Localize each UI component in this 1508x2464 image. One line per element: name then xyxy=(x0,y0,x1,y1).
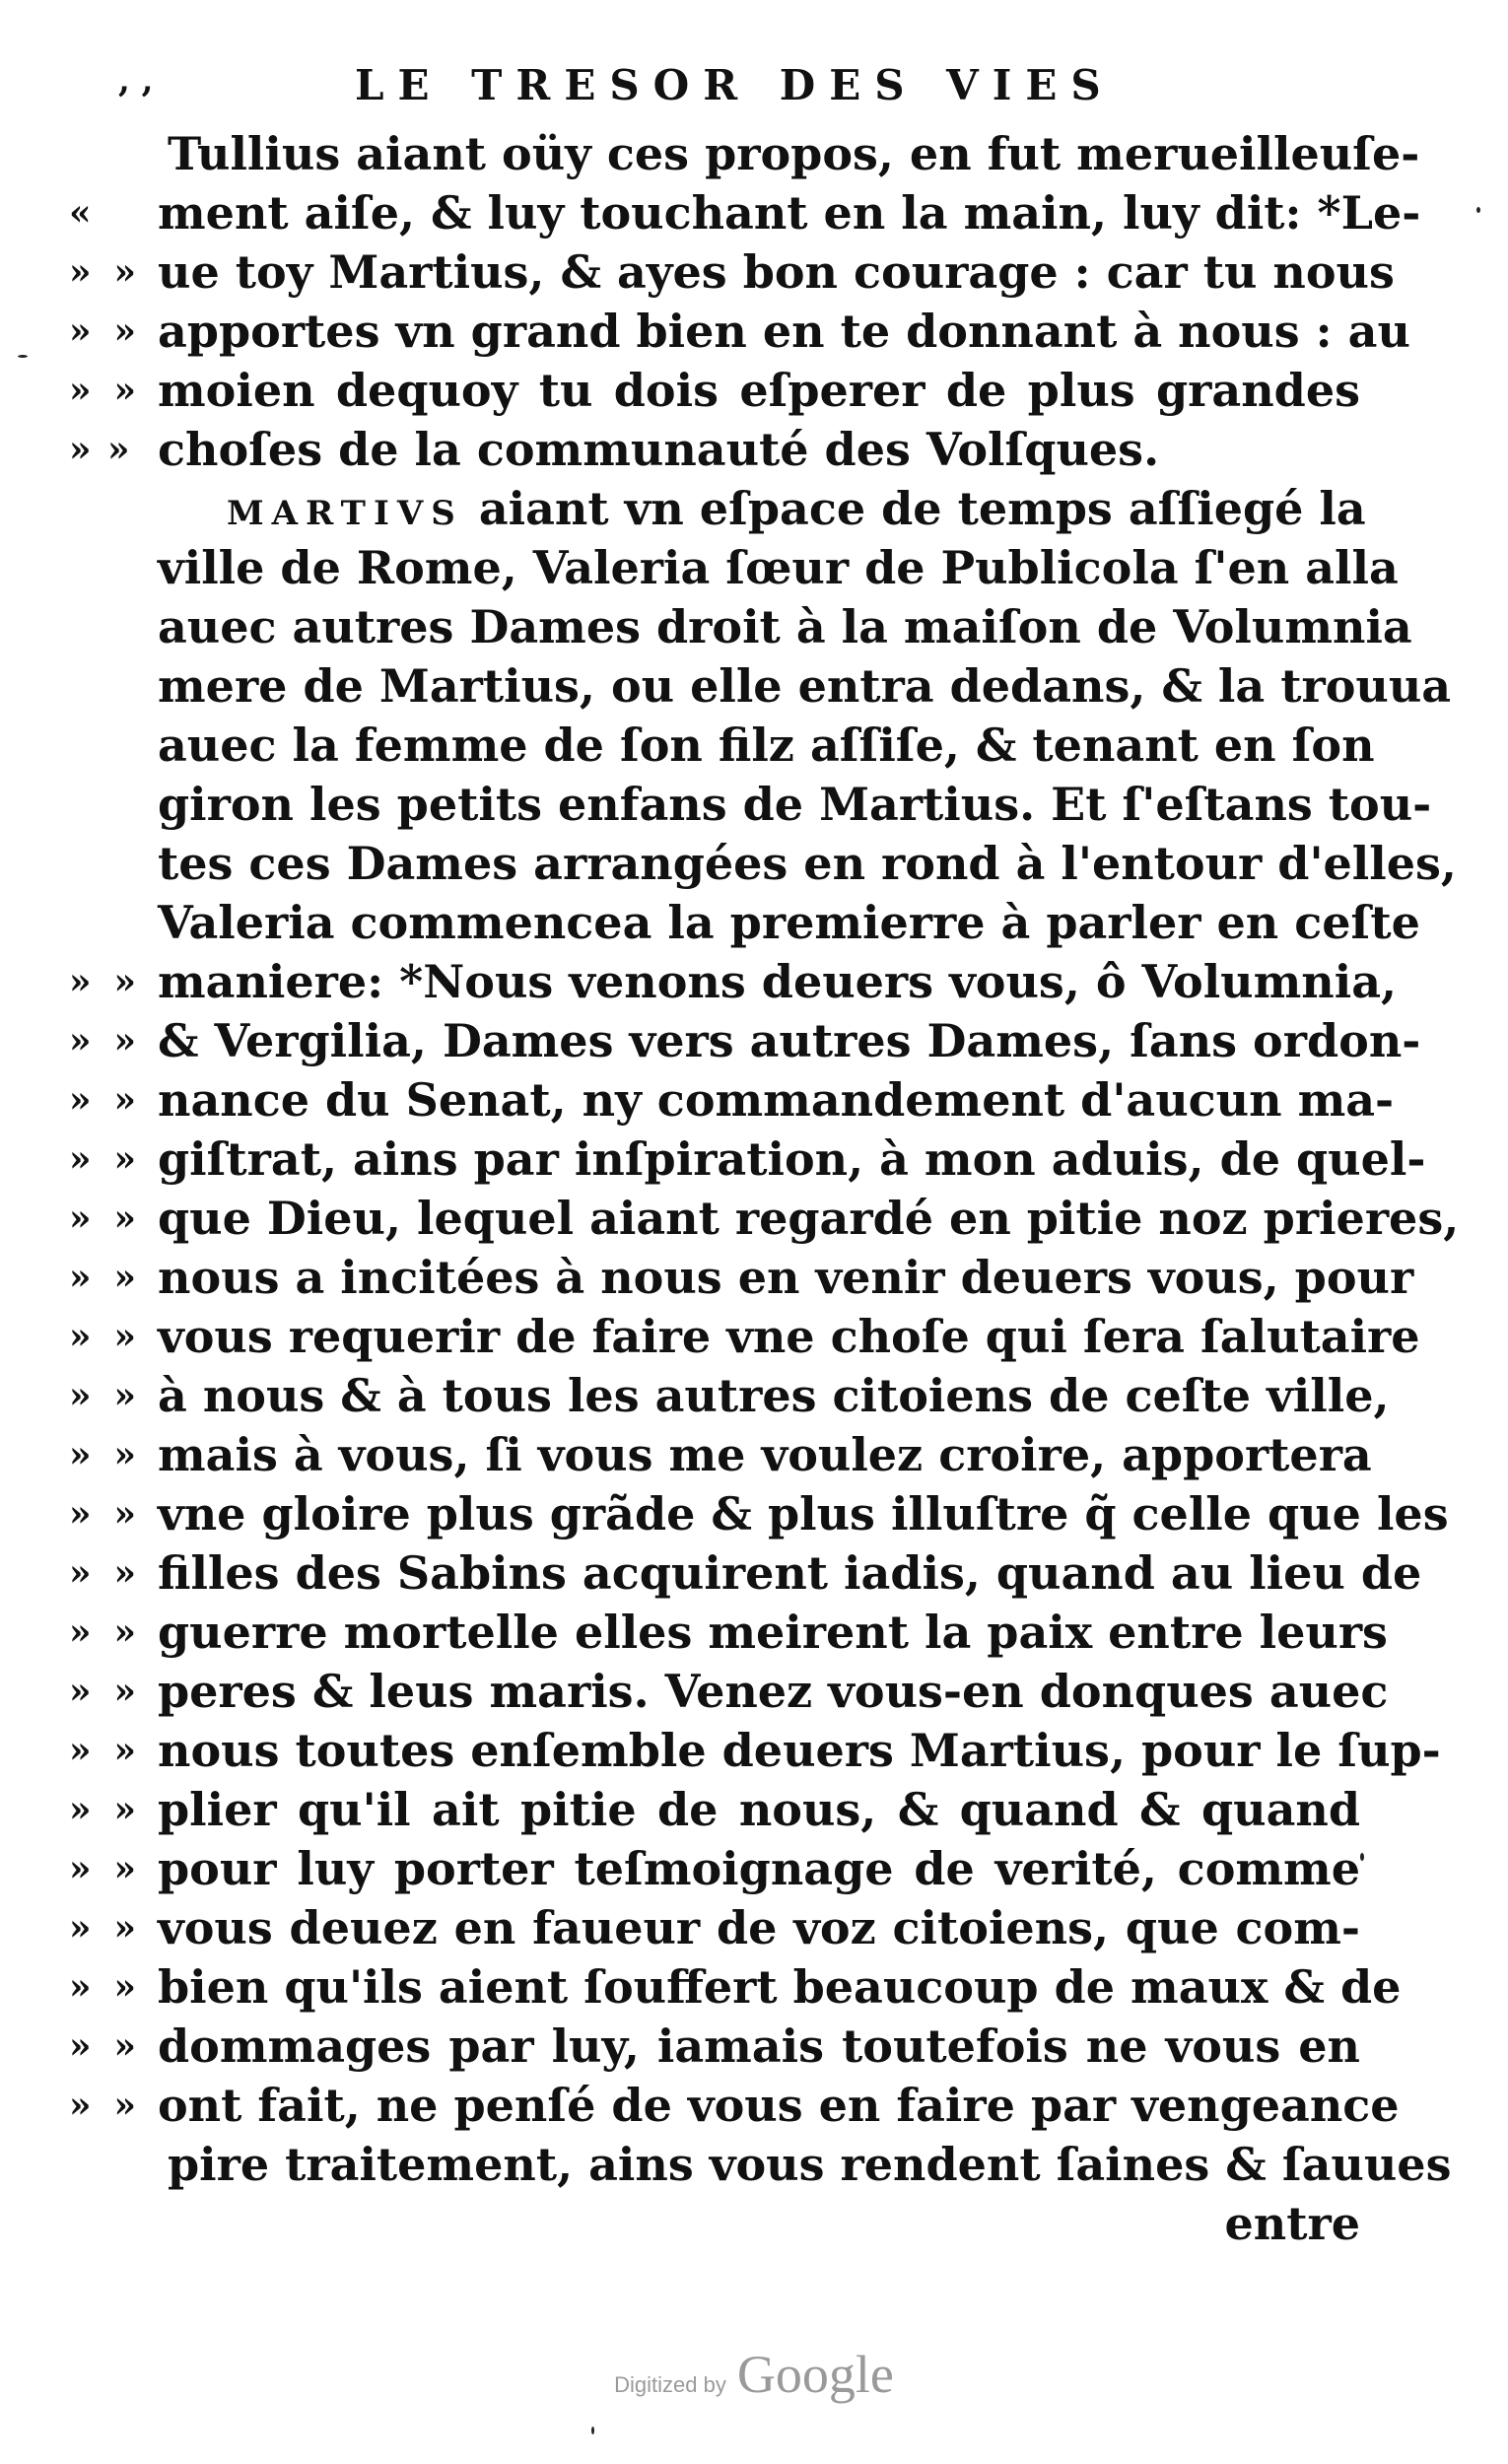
line-text: pire traitement, ains vous rendent ſaines & ſauues xyxy=(168,2138,1452,2191)
text-line xyxy=(158,597,1412,656)
margin-quote-mark: » » xyxy=(69,310,138,352)
line-text: vous deuez en faueur de voz citoiens, que com- xyxy=(158,1901,1360,1954)
line-text: dommages par luy, iamais toutefois ne vous en xyxy=(158,2019,1360,2073)
line-text: filles des Sabins acquirent iadis, quand au lieu de xyxy=(158,1546,1422,1600)
text-line xyxy=(69,1543,1422,1603)
margin-quote-mark: » » xyxy=(69,1966,138,2008)
line-text: vne gloire plus grãde & plus illuſtre q̃ celle que les xyxy=(158,1487,1449,1540)
margin-quote-mark: « xyxy=(69,192,94,234)
line-text: moien dequoy tu dois eſperer de plus grandes xyxy=(158,364,1360,417)
text-line xyxy=(69,1011,1421,1070)
margin-quote-mark: » » xyxy=(69,1552,138,1594)
text-line xyxy=(69,302,1410,361)
margin-quote-mark: » » xyxy=(69,1434,138,1475)
margin-quote-mark: » » xyxy=(69,370,138,411)
text-line xyxy=(158,538,1399,597)
line-text: Tullius aiant oüy ces propos, en fut merueilleuſe- xyxy=(168,127,1420,180)
margin-quote-mark: » » xyxy=(69,1375,138,1416)
text-line xyxy=(69,2076,1400,2135)
text-line xyxy=(69,183,1421,242)
scan-speck xyxy=(1476,207,1480,213)
margin-quote-mark: » » xyxy=(69,1493,138,1535)
line-text: giron les petits enfans de Martius. Et ſ'eſtans tou- xyxy=(158,778,1432,831)
text-line xyxy=(158,2135,1452,2194)
line-text: Valeria commencea la premierre à parler en ceſte xyxy=(158,896,1420,949)
margin-quote-mark: » » xyxy=(69,1079,138,1121)
margin-quote-mark: » » xyxy=(69,2025,138,2067)
margin-quote-mark: » » xyxy=(69,961,138,1002)
catchword: entre xyxy=(1224,2197,1360,2250)
text-line xyxy=(69,1662,1389,1721)
text-line xyxy=(69,361,1360,420)
margin-quote-mark: » » xyxy=(69,251,138,293)
margin-quote-mark: » » xyxy=(69,1848,138,1889)
text-line xyxy=(69,2017,1360,2076)
line-text: maniere: *Nous venons deuers vous, ô Volumnia, xyxy=(158,955,1398,1008)
text-line xyxy=(69,1129,1426,1189)
margin-quote-mark: » » xyxy=(69,1907,138,1949)
line-text: choſes de la communauté des Volſques. xyxy=(158,423,1160,476)
text-line xyxy=(158,479,1366,538)
line-text: pour luy porter teſmoignage de verité, comme xyxy=(158,1842,1360,1895)
margin-quote-mark: » » xyxy=(69,1138,138,1180)
line-text: guerre mortelle elles meirent la paix entre leurs xyxy=(158,1606,1388,1659)
text-line xyxy=(69,952,1398,1011)
header-marks: , , xyxy=(118,61,154,101)
line-text: plier qu'il ait pitie de nous, & quand & quand xyxy=(158,1783,1360,1836)
margin-quote-mark: » » xyxy=(69,1730,138,1771)
line-text: ville de Rome, Valeria ſœur de Publicola ſ'en alla xyxy=(158,541,1399,594)
margin-quote-mark: » » xyxy=(69,1789,138,1830)
running-head: LE TRESOR DES VIES xyxy=(355,61,1115,109)
line-text: à nous & à tous les autres citoiens de ceſte ville, xyxy=(158,1369,1390,1422)
text-line xyxy=(158,124,1420,183)
margin-quote-mark: » » xyxy=(69,1671,138,1712)
text-line xyxy=(69,1070,1395,1129)
text-line xyxy=(158,775,1432,834)
page-body xyxy=(69,124,1460,2253)
line-text: ont fait, ne penſé de vous en faire par vengeance xyxy=(158,2079,1400,2132)
line-text: nous a incitées à nous en venir deuers vous, pour xyxy=(158,1251,1414,1304)
line-text: apportes vn grand bien en te donnant à nous : au xyxy=(158,305,1410,358)
line-text: giſtrat, ains par inſpiration, à mon aduis, de quel- xyxy=(158,1132,1426,1186)
line-text: aiant vn eſpace de temps aſſiegé la xyxy=(478,482,1366,535)
line-text: nous toutes enſemble deuers Martius, pour le ſup- xyxy=(158,1724,1441,1777)
margin-quote-mark: » » xyxy=(69,1316,138,1357)
line-text: peres & leus maris. Venez vous-en donques auec xyxy=(158,1665,1389,1718)
footer xyxy=(0,2344,1508,2405)
line-text: nance du Senat, ny commandement d'aucun ma- xyxy=(158,1073,1395,1127)
line-text: que Dieu, lequel aiant regardé en pitie noz prieres, xyxy=(158,1192,1460,1245)
text-line xyxy=(69,1603,1388,1662)
margin-quote-mark: » » xyxy=(69,1611,138,1653)
text-line xyxy=(69,1957,1402,2017)
line-text: auec autres Dames droit à la maiſon de Volumnia xyxy=(158,600,1412,653)
line-text: mere de Martius, ou elle entra dedans, & la trouua xyxy=(158,659,1452,713)
text-line xyxy=(69,1839,1360,1898)
text-line xyxy=(69,1425,1372,1484)
line-text: bien qu'ils aient ſouffert beaucoup de maux & de xyxy=(158,1960,1402,2014)
text-line xyxy=(69,242,1395,302)
google-wordmark: Google xyxy=(736,2345,894,2404)
line-text: auec la femme de ſon filz aſſiſe, & tenant en ſon xyxy=(158,719,1375,772)
text-line xyxy=(158,893,1420,952)
text-line xyxy=(158,656,1452,716)
text-line xyxy=(69,1366,1390,1425)
text-line xyxy=(158,716,1375,775)
text-line xyxy=(69,1721,1441,1780)
text-line xyxy=(69,1484,1449,1543)
line-text: vous requerir de faire vne choſe qui ſera ſalutaire xyxy=(158,1310,1420,1363)
line-text: ment aiſe, & luy touchant en la main, luy dit: *Le- xyxy=(158,186,1421,240)
text-line xyxy=(69,420,1360,479)
text-line xyxy=(158,2194,1360,2253)
text-line xyxy=(69,1189,1460,1248)
text-line xyxy=(69,1248,1414,1307)
line-text: ue toy Martius, & ayes bon courage : car tu nous xyxy=(158,245,1395,299)
digitized-label: Digitized by xyxy=(614,2372,726,2397)
margin-quote-mark: » » xyxy=(69,429,132,470)
margin-quote-mark: » » xyxy=(69,1257,138,1298)
line-text: tes ces Dames arrangées en rond à l'entour d'elles, xyxy=(158,837,1457,890)
scan-speck xyxy=(1360,1853,1364,1861)
line-text: mais à vous, ſi vous me voulez croire, apportera xyxy=(158,1428,1372,1481)
margin-quote-mark: » » xyxy=(69,2085,138,2126)
scan-speck xyxy=(591,2427,594,2434)
text-line xyxy=(69,1898,1360,1957)
margin-quote-mark: » » xyxy=(69,1020,138,1061)
text-line xyxy=(69,1780,1360,1839)
text-line xyxy=(69,1307,1420,1366)
paragraph-lead-smallcaps: MARTIVS xyxy=(227,494,463,533)
line-text: & Vergilia, Dames vers autres Dames, ſans ordon- xyxy=(158,1014,1421,1067)
scan-speck xyxy=(18,355,28,358)
text-line xyxy=(158,834,1457,893)
margin-quote-mark: » » xyxy=(69,1198,138,1239)
